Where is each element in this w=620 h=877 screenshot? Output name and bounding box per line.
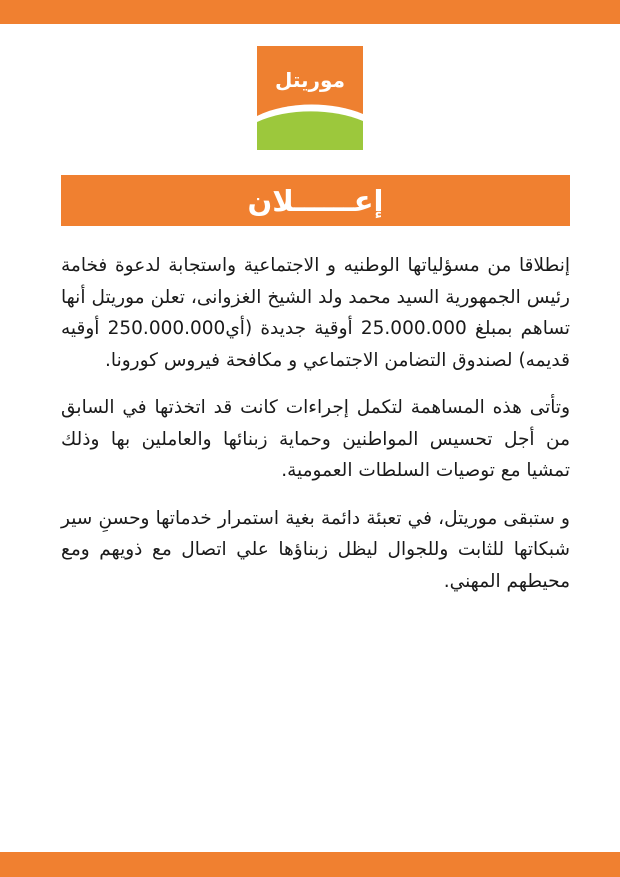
logo-swoosh-graphic [257,46,363,150]
banner-title: إعــــــلان [247,183,384,218]
paragraph-3: و ستبقى موريتل، في تعبئة دائمة بغية استمرار خدماتها وحسنِ سير شبكاتها للثابت وللجوال ليظل زبناؤها علي اتصال مع ذويهم ومع محيطهم المهني. [61,507,570,592]
paragraph-2: وتأتى هذه المساهمة لتكمل إجراءات كانت قد اتخذتها في السابق من أجل تحسيس المواطنين وحماية زبنائها والعاملين بها وذلك تمشيا مع توصيات السلطات العمومية. [61,397,570,481]
paragraph-1: إنطلاقا من مسؤلياتها الوطنيه و الاجتماعية واستجابة لدعوة فخامة رئيس الجمهورية السيد محمد ولد الشيخ الغزوانى، تعلن موريتل أنها تساهم بمبلغ 25.000.000 أوقية جديدة (أي250.000.000 أوقيه قديمه) لصندوق التضامن الاجتماعي و مكافحة فيروس كورونا. [61,255,570,371]
announcement-banner [61,175,570,226]
announcement-body [61,250,570,613]
top-orange-bar [0,0,620,24]
logo-wordmark: موريتل [275,68,345,92]
bottom-orange-bar [0,852,620,877]
mauritel-logo [257,46,363,150]
